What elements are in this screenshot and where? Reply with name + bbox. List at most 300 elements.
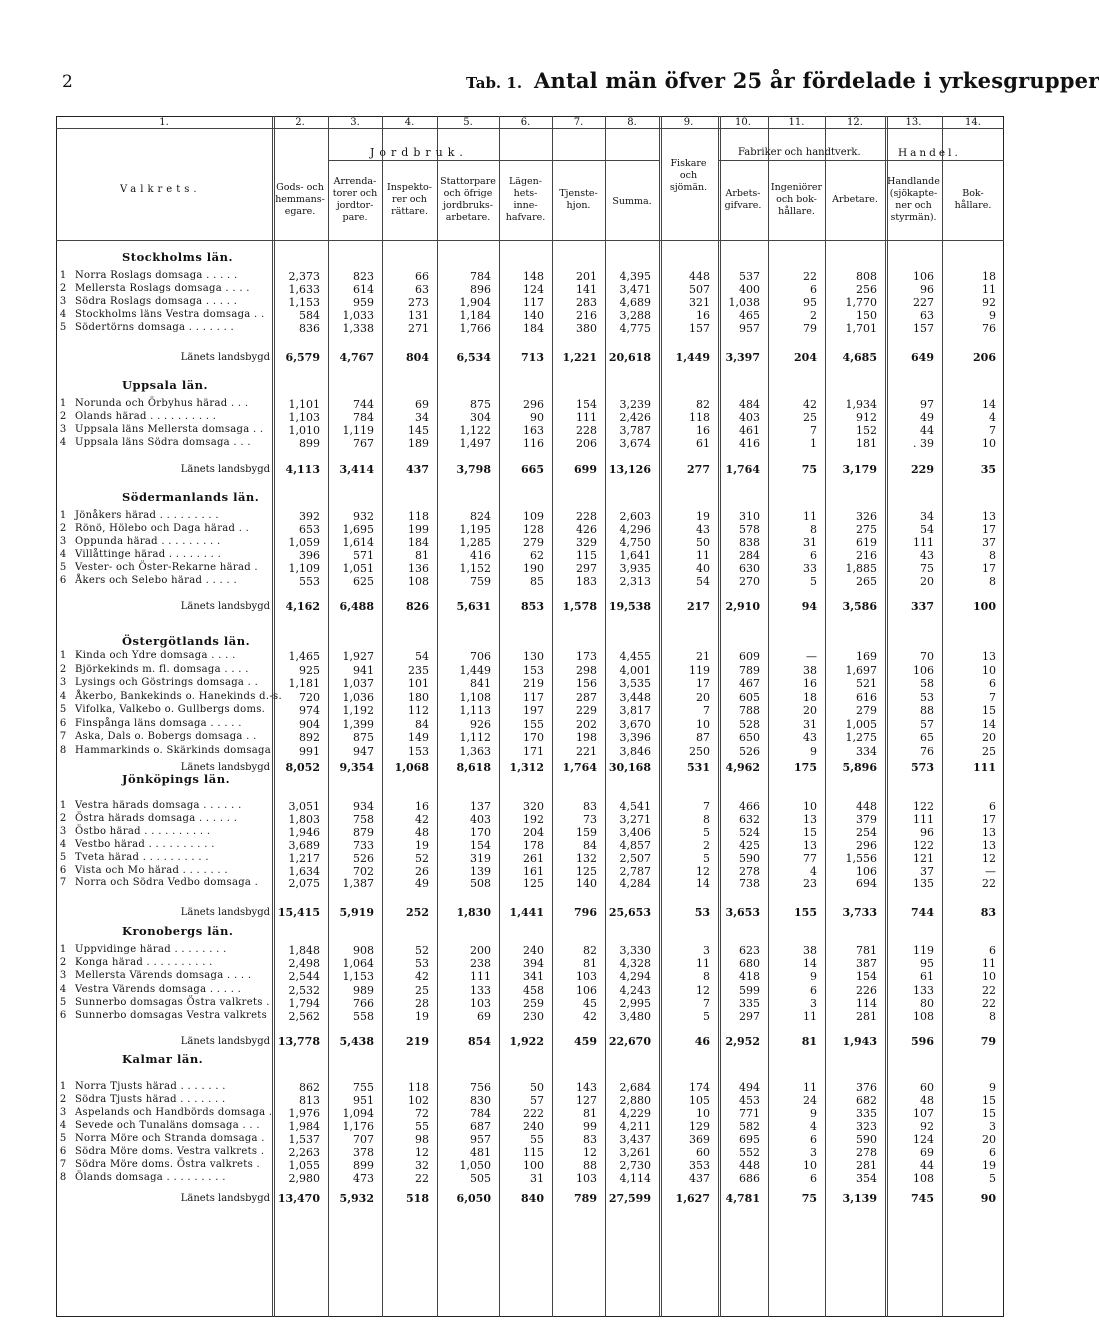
data-cell: 879: [353, 825, 374, 839]
row-number: 1: [59, 800, 67, 811]
data-cell: 2,426: [619, 410, 651, 424]
row-label: Aska, Dals o. Bobergs domsaga . .: [75, 731, 257, 742]
total-cell: 2,910: [725, 600, 760, 613]
data-cell: 216: [856, 548, 877, 562]
data-cell: 1,176: [342, 1120, 374, 1133]
data-cell: 117: [523, 295, 544, 309]
data-cell: 4: [989, 410, 996, 424]
column-number: 6.: [520, 117, 531, 128]
total-cell: 81: [801, 1035, 817, 1048]
data-cell: 759: [470, 574, 491, 588]
data-cell: 90: [530, 410, 544, 424]
data-cell: 44: [920, 1159, 934, 1172]
data-cell: 448: [856, 800, 877, 813]
data-cell: 378: [353, 1146, 374, 1159]
data-cell: 2,075: [288, 877, 320, 891]
data-cell: 48: [415, 825, 429, 839]
column-header-line: arbetare.: [445, 212, 491, 223]
data-cell: 133: [913, 983, 934, 997]
data-cell: 632: [739, 812, 760, 826]
total-cell: 3,586: [842, 600, 877, 613]
total-cell: 5,438: [339, 1035, 374, 1048]
data-cell: 3,261: [619, 1146, 651, 1159]
row-label: Uppsala läns Mellersta domsaga . .: [75, 423, 264, 435]
data-cell: 3,396: [619, 731, 651, 744]
data-cell: 184: [523, 321, 544, 335]
data-cell: 125: [523, 877, 544, 891]
column-header-line: hjon.: [566, 200, 591, 211]
data-cell: 69: [415, 398, 429, 411]
data-cell: 2,603: [619, 510, 651, 523]
data-cell: 60: [696, 1146, 710, 1159]
data-cell: 934: [353, 800, 374, 813]
data-cell: 229: [576, 704, 597, 717]
group-rule: [718, 160, 885, 161]
page-number: 2: [62, 72, 73, 92]
data-cell: 341: [523, 970, 544, 984]
data-cell: 62: [530, 548, 544, 562]
section-name: Stockholms län.: [122, 250, 233, 264]
group-header-fabriker: Fabriker och handtverk.: [738, 147, 861, 158]
data-cell: 17: [982, 522, 996, 536]
data-cell: 2,787: [619, 864, 651, 878]
data-cell: 8: [989, 548, 996, 562]
section-name: Kronobergs län.: [122, 924, 234, 938]
data-cell: 2: [703, 838, 710, 852]
row-number: 4: [59, 983, 67, 995]
data-cell: 81: [415, 548, 429, 562]
data-cell: 1,885: [845, 561, 877, 575]
data-cell: 767: [353, 436, 374, 450]
column-header-line: Handlande: [887, 176, 940, 187]
data-cell: 1,803: [288, 812, 320, 826]
data-cell: 198: [576, 731, 597, 744]
data-cell: 682: [856, 1094, 877, 1107]
data-cell: 473: [353, 1172, 374, 1185]
data-cell: 270: [739, 574, 760, 588]
total-cell: 53: [694, 906, 710, 919]
data-cell: 102: [408, 1094, 429, 1107]
row-label: Uppvidinge härad . . . . . . . .: [75, 944, 227, 955]
data-cell: 22: [982, 877, 996, 891]
data-cell: 875: [353, 731, 374, 744]
data-cell: 65: [920, 731, 934, 744]
data-cell: 95: [803, 295, 817, 309]
data-cell: 21: [696, 650, 710, 663]
total-cell: 854: [468, 1035, 491, 1048]
data-cell: 755: [353, 1081, 374, 1094]
data-cell: 87: [696, 731, 710, 744]
column-header: [499, 176, 552, 224]
row-number: 1: [59, 1081, 67, 1092]
column-header: [768, 182, 825, 218]
data-cell: 298: [576, 663, 597, 677]
data-cell: 190: [523, 561, 544, 575]
row-label: Sunnerbo domsagas Östra valkrets .: [75, 996, 270, 1008]
data-cell: 1,094: [342, 1107, 374, 1120]
data-cell: 1,695: [342, 522, 374, 536]
row-label: Åkers och Selebo härad . . . . .: [75, 574, 237, 586]
row-number: 3: [59, 1107, 67, 1118]
data-cell: 180: [408, 690, 429, 704]
column-header: [942, 188, 1004, 212]
total-cell: 83: [980, 906, 996, 919]
data-cell: 376: [856, 1081, 877, 1094]
total-label: Länets landsbygd: [180, 464, 270, 475]
data-cell: 50: [530, 1081, 544, 1094]
data-cell: 296: [856, 838, 877, 852]
row-number: 4: [59, 690, 67, 702]
column-number: 11.: [788, 117, 805, 128]
data-cell: 3,330: [619, 944, 651, 957]
total-cell: 804: [406, 351, 429, 364]
data-cell: 1,101: [288, 398, 320, 411]
data-cell: 112: [408, 704, 429, 717]
data-cell: 153: [408, 744, 429, 758]
data-cell: 125: [576, 864, 597, 878]
data-cell: 991: [299, 744, 320, 758]
data-cell: 16: [696, 423, 710, 437]
data-cell: 616: [856, 690, 877, 704]
row-number: 6: [59, 1146, 67, 1157]
data-cell: 4,296: [619, 522, 651, 536]
data-cell: 81: [583, 1107, 597, 1120]
data-cell: 115: [523, 1146, 544, 1159]
row-label: Mellersta Roslags domsaga . . . .: [75, 282, 250, 294]
data-cell: 42: [583, 1010, 597, 1023]
data-cell: 4,294: [619, 970, 651, 984]
data-cell: 448: [689, 270, 710, 283]
data-cell: 521: [856, 677, 877, 690]
data-cell: 12: [583, 1146, 597, 1159]
page-title: Antal män öfver 25 år fördelade i yrkesgrupper: [534, 68, 1099, 93]
data-cell: 250: [689, 744, 710, 758]
data-cell: 841: [470, 677, 491, 690]
total-cell: 437: [406, 463, 429, 476]
total-cell: 4,781: [725, 1192, 760, 1205]
data-cell: 4,689: [619, 295, 651, 309]
data-cell: 37: [920, 864, 934, 878]
data-cell: 7: [989, 423, 996, 437]
total-cell: 2,952: [725, 1035, 760, 1048]
column-header-line: styrmän).: [890, 212, 937, 223]
data-cell: 3,846: [619, 744, 651, 758]
data-cell: 106: [856, 864, 877, 878]
data-cell: 31: [803, 535, 817, 549]
data-cell: 284: [739, 548, 760, 562]
data-cell: 448: [739, 1159, 760, 1172]
data-cell: 875: [470, 398, 491, 411]
data-cell: 19: [982, 1159, 996, 1172]
row-label: Vifolka, Valkebo o. Gullbergs doms.: [75, 704, 266, 715]
data-cell: 599: [739, 983, 760, 997]
data-cell: 403: [739, 410, 760, 424]
data-cell: 3,051: [288, 800, 320, 813]
data-cell: 22: [415, 1172, 429, 1185]
data-cell: 157: [913, 321, 934, 335]
data-cell: 784: [470, 1107, 491, 1120]
data-cell: 150: [856, 308, 877, 322]
data-cell: 8: [989, 1010, 996, 1023]
data-cell: 103: [470, 996, 491, 1010]
row-label: Vester- och Öster-Rekarne härad .: [75, 561, 258, 573]
group-rule: [885, 160, 1004, 161]
total-cell: 789: [574, 1192, 597, 1205]
data-cell: 1,217: [288, 851, 320, 865]
data-cell: 38: [803, 663, 817, 677]
row-label: Norra och Södra Vedbo domsaga .: [75, 877, 259, 889]
data-cell: 88: [583, 1159, 597, 1172]
data-cell: 1,181: [288, 677, 320, 690]
total-cell: 1,922: [509, 1035, 544, 1048]
data-cell: 10: [696, 717, 710, 731]
data-cell: 353: [689, 1159, 710, 1172]
data-cell: 63: [920, 308, 934, 322]
data-cell: 12: [696, 864, 710, 878]
data-cell: 904: [299, 717, 320, 731]
data-cell: 101: [408, 677, 429, 690]
total-cell: 9,354: [339, 761, 374, 774]
data-cell: 107: [913, 1107, 934, 1120]
total-cell: 596: [911, 1035, 934, 1048]
data-cell: 2,373: [288, 270, 320, 283]
column-number: 1.: [159, 117, 169, 128]
data-cell: 781: [856, 944, 877, 957]
row-number: 4: [59, 308, 67, 320]
data-cell: 278: [856, 1146, 877, 1159]
total-cell: 1,441: [509, 906, 544, 919]
data-cell: 82: [696, 398, 710, 411]
data-cell: 136: [408, 561, 429, 575]
data-cell: 494: [739, 1081, 760, 1094]
data-cell: 3,288: [619, 308, 651, 322]
total-cell: 13,778: [277, 1035, 320, 1048]
data-cell: 38: [803, 944, 817, 957]
data-cell: 590: [856, 1133, 877, 1146]
data-cell: 437: [689, 1172, 710, 1185]
data-cell: 1,338: [342, 321, 374, 335]
section-name: Södermanlands län.: [122, 490, 260, 504]
data-cell: 122: [913, 800, 934, 813]
data-cell: 484: [739, 398, 760, 411]
data-cell: 76: [920, 744, 934, 758]
data-cell: 2,498: [288, 957, 320, 971]
data-cell: 3,535: [619, 677, 651, 690]
data-cell: 323: [856, 1120, 877, 1133]
data-cell: 4,328: [619, 957, 651, 971]
total-cell: 6,579: [285, 351, 320, 364]
data-cell: 623: [739, 944, 760, 957]
column-header-line: rer och: [392, 194, 427, 205]
data-cell: 84: [583, 838, 597, 852]
data-cell: 50: [696, 535, 710, 549]
data-cell: 3: [810, 996, 817, 1010]
column-header-line: Gods- och: [276, 182, 324, 193]
data-cell: 380: [576, 321, 597, 335]
data-cell: 70: [920, 650, 934, 663]
data-cell: 578: [739, 522, 760, 536]
row-number: 4: [59, 838, 67, 850]
total-label: Länets landsbygd: [180, 1036, 270, 1047]
column-number: 4.: [404, 117, 415, 128]
data-cell: 25: [803, 410, 817, 424]
data-cell: 319: [470, 851, 491, 865]
data-cell: 784: [470, 270, 491, 283]
data-cell: 111: [913, 535, 934, 549]
data-cell: 238: [470, 957, 491, 971]
column-header-line: och bok-: [776, 194, 817, 205]
data-cell: 625: [353, 574, 374, 588]
data-cell: 766: [353, 996, 374, 1010]
data-cell: 15: [982, 1094, 996, 1107]
data-cell: 60: [920, 1081, 934, 1094]
total-cell: 13,470: [277, 1192, 320, 1205]
data-cell: 4,541: [619, 800, 651, 813]
data-cell: 507: [689, 282, 710, 296]
data-cell: 3,935: [619, 561, 651, 575]
row-label: Norra Möre och Stranda domsaga .: [75, 1133, 265, 1144]
data-cell: 1,556: [845, 851, 877, 865]
data-cell: 32: [415, 1159, 429, 1172]
column-header-line: Arbets-: [725, 188, 761, 199]
data-cell: 6: [989, 944, 996, 957]
data-cell: 184: [408, 535, 429, 549]
data-cell: 13: [982, 510, 996, 523]
column-header: [605, 196, 659, 208]
row-number: 5: [59, 851, 67, 863]
data-cell: 192: [523, 812, 544, 826]
data-cell: 79: [803, 321, 817, 335]
column-header-line: hemmans-: [275, 194, 325, 205]
total-cell: 4,767: [339, 351, 374, 364]
data-cell: 163: [523, 423, 544, 437]
data-cell: 6: [989, 1146, 996, 1159]
data-cell: 1,449: [459, 663, 491, 677]
data-cell: 7: [989, 690, 996, 704]
data-cell: 20: [696, 690, 710, 704]
data-cell: 789: [739, 663, 760, 677]
column-header-line: Arbetare.: [832, 194, 878, 205]
data-cell: 467: [739, 677, 760, 690]
data-cell: 379: [856, 812, 877, 826]
data-cell: 605: [739, 690, 760, 704]
data-cell: 1,363: [459, 744, 491, 758]
data-cell: 159: [576, 825, 597, 839]
row-label: Åkerbo, Bankekinds o. Hanekinds d.-s.: [75, 690, 282, 702]
data-cell: 6: [989, 677, 996, 690]
row-number: 5: [59, 996, 67, 1008]
data-cell: 54: [696, 574, 710, 588]
data-cell: 524: [739, 825, 760, 839]
data-cell: 72: [415, 1107, 429, 1120]
data-cell: 12: [982, 851, 996, 865]
total-cell: 217: [687, 600, 710, 613]
data-cell: 2,313: [619, 574, 651, 588]
data-cell: 40: [696, 561, 710, 575]
total-cell: 826: [406, 600, 429, 613]
total-cell: 35: [980, 463, 996, 476]
row-number: 4: [59, 548, 67, 560]
data-cell: 4,001: [619, 663, 651, 677]
data-cell: 183: [576, 574, 597, 588]
data-cell: 49: [920, 410, 934, 424]
total-label: Länets landsbygd: [180, 762, 270, 773]
data-cell: 100: [523, 1159, 544, 1172]
group-header-jordbruk: Jordbruk.: [370, 146, 468, 159]
data-cell: 19: [696, 510, 710, 523]
row-label: Rönö, Hölebo och Daga härad . .: [75, 522, 250, 534]
data-cell: 582: [739, 1120, 760, 1133]
row-number: 2: [59, 663, 67, 675]
data-cell: 80: [920, 996, 934, 1010]
total-cell: 1,068: [394, 761, 429, 774]
column-number: 2.: [295, 117, 305, 128]
data-cell: 105: [689, 1094, 710, 1107]
data-cell: 199: [408, 522, 429, 536]
column-number: 7.: [573, 117, 584, 128]
row-number: 2: [59, 812, 67, 824]
data-cell: 6: [810, 1172, 817, 1185]
data-cell: 17: [982, 812, 996, 826]
data-cell: 228: [576, 510, 597, 523]
data-cell: 103: [576, 1172, 597, 1185]
data-cell: 418: [739, 970, 760, 984]
data-cell: 20: [982, 1133, 996, 1146]
data-cell: 686: [739, 1172, 760, 1185]
data-cell: 14: [803, 957, 817, 971]
data-cell: 42: [415, 970, 429, 984]
data-cell: 88: [920, 704, 934, 717]
total-cell: 665: [521, 463, 544, 476]
total-cell: 459: [574, 1035, 597, 1048]
data-cell: 4,211: [619, 1120, 651, 1133]
data-cell: 9: [989, 308, 996, 322]
data-cell: 85: [530, 574, 544, 588]
data-cell: 3,239: [619, 398, 651, 411]
data-cell: 63: [415, 282, 429, 296]
data-cell: 989: [353, 983, 374, 997]
data-cell: 396: [299, 548, 320, 562]
data-cell: 687: [470, 1120, 491, 1133]
data-cell: 1,036: [342, 690, 374, 704]
column-header-line: Summa.: [612, 196, 652, 207]
data-cell: 83: [583, 1133, 597, 1146]
data-cell: 1,465: [288, 650, 320, 663]
row-label: Uppsala läns Södra domsaga . . .: [75, 436, 251, 448]
data-cell: 156: [576, 677, 597, 690]
total-cell: 649: [911, 351, 934, 364]
total-cell: 19,538: [608, 600, 651, 613]
row-number: 3: [59, 970, 67, 982]
row-label: Mellersta Värends domsaga . . . .: [75, 970, 252, 982]
data-cell: 83: [583, 800, 597, 813]
data-cell: 52: [415, 944, 429, 957]
row-label: Södra Möre doms. Östra valkrets .: [75, 1159, 260, 1170]
data-cell: 2,544: [288, 970, 320, 984]
data-cell: 1,946: [288, 825, 320, 839]
data-cell: 6: [989, 800, 996, 813]
data-cell: 54: [415, 650, 429, 663]
data-cell: 132: [576, 851, 597, 865]
total-cell: 5,896: [842, 761, 877, 774]
data-cell: 61: [920, 970, 934, 984]
row-number: 5: [59, 561, 67, 573]
data-cell: 53: [415, 957, 429, 971]
total-label: Länets landsbygd: [180, 1193, 270, 1204]
data-cell: —: [985, 864, 996, 878]
data-cell: 3,480: [619, 1010, 651, 1023]
row-number: 5: [59, 321, 67, 333]
